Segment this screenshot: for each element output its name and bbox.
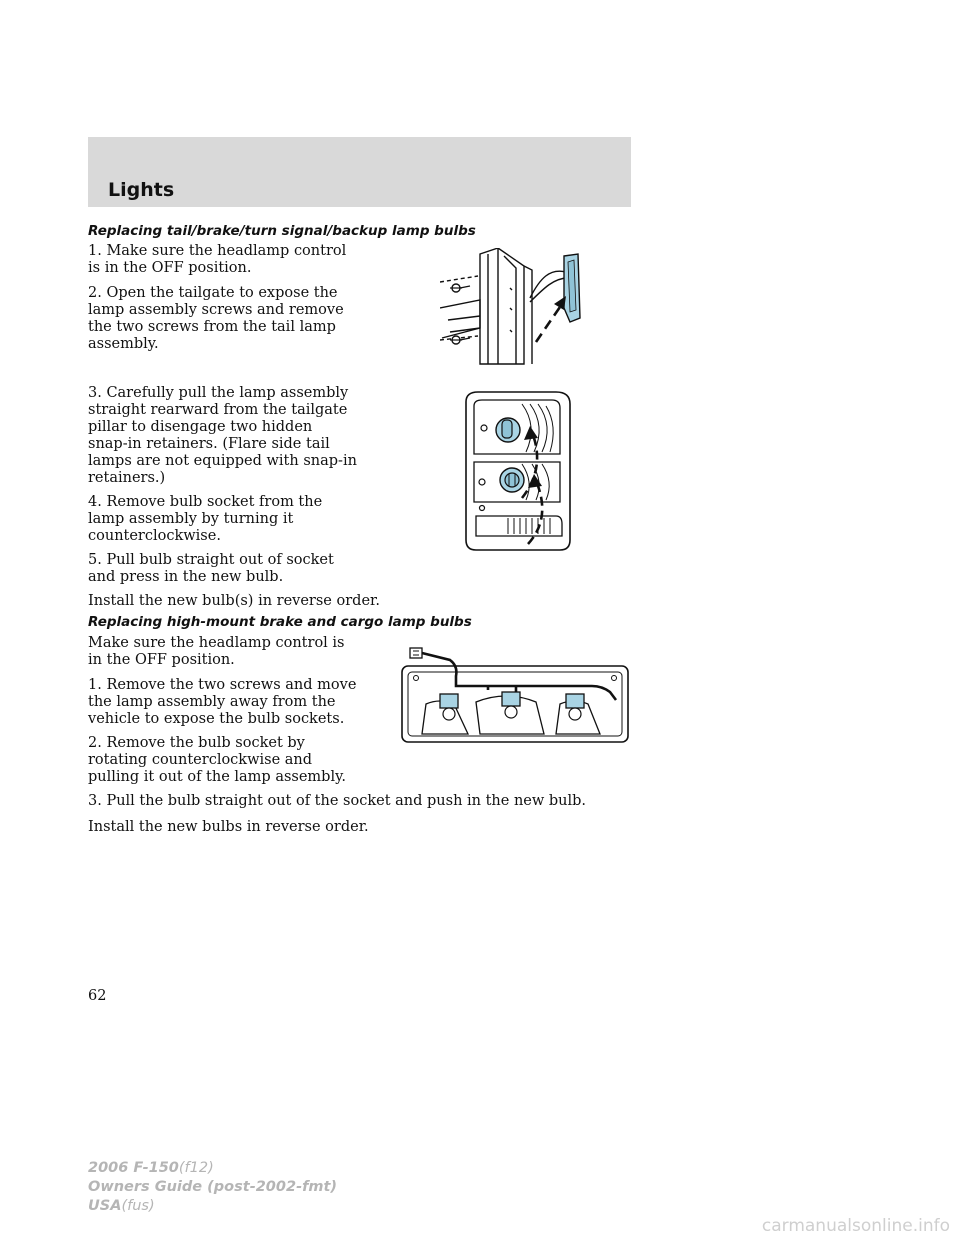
text-line: the lamp assembly away from the — [88, 694, 336, 710]
text-line: 4. Remove bulb socket from the — [88, 494, 323, 510]
text-line: vehicle to expose the bulb sockets. — [88, 711, 345, 727]
screw-icon — [450, 284, 470, 292]
tail-lamp-socket-figure — [460, 390, 575, 552]
text-line: 2. Remove the bulb socket by — [88, 735, 305, 751]
footer-line-1 — [88, 1159, 337, 1178]
section2-heading: Replacing high-mount brake and cargo lamp bulbs — [88, 614, 472, 630]
connector-icon — [410, 648, 422, 658]
text-line: lamp assembly by turning it — [88, 511, 294, 527]
text-line: 1. Make sure the headlamp control — [88, 243, 347, 259]
section-title: Lights — [108, 179, 175, 201]
text-line: counterclockwise. — [88, 528, 221, 544]
text-line: straight rearward from the tailgate — [88, 402, 348, 418]
footer-model: 2006 F-150 — [88, 1160, 179, 1176]
text-line: assembly. — [88, 336, 159, 352]
text-line: lamp assembly screws and remove — [88, 302, 344, 318]
text-line: the two screws from the tail lamp — [88, 319, 336, 335]
high-mount-lamp-figure — [396, 642, 634, 746]
text-line: pillar to disengage two hidden — [88, 419, 313, 435]
section1-closing: Install the new bulb(s) in reverse order. — [88, 593, 380, 609]
section-header-band — [88, 137, 631, 207]
page-number: 62 — [88, 988, 107, 1004]
text-line: pulling it out of the lamp assembly. — [88, 769, 346, 785]
screw-icon — [450, 336, 470, 344]
text-line: in the OFF position. — [88, 652, 235, 668]
footer-line-3 — [88, 1197, 337, 1216]
text-line: 5. Pull bulb straight out of socket — [88, 552, 334, 568]
text-line: and press in the new bulb. — [88, 569, 284, 585]
bulb-socket-icon — [496, 418, 520, 442]
text-line: is in the OFF position. — [88, 260, 252, 276]
text-line: 3. Carefully pull the lamp assembly — [88, 385, 349, 401]
footer-model-code: (f12) — [178, 1160, 214, 1176]
text-line: 2. Open the tailgate to expose the — [88, 285, 338, 301]
bulb-socket-icon — [500, 468, 524, 492]
arrow-icon — [536, 304, 562, 342]
text-line: retainers.) — [88, 470, 166, 486]
text-line: lamps are not equipped with snap-in — [88, 453, 357, 469]
footer-region-code: (fus) — [121, 1198, 155, 1214]
section2-step-3: 3. Pull the bulb straight out of the socket and push in the new bulb. — [88, 793, 587, 809]
section1-heading: Replacing tail/brake/turn signal/backup lamp bulbs — [88, 223, 476, 239]
text-line: Make sure the headlamp control is — [88, 635, 345, 651]
tail-lamp-removal-figure — [440, 248, 590, 366]
watermark: carmanualsonline.info — [761, 1216, 950, 1236]
document-footer — [88, 1159, 337, 1216]
text-line: rotating counterclockwise and — [88, 752, 313, 768]
section2-closing: Install the new bulbs in reverse order. — [88, 819, 369, 835]
text-line: 1. Remove the two screws and move — [88, 677, 357, 693]
footer-line-2: Owners Guide (post-2002-fmt) — [88, 1179, 338, 1195]
text-line: snap-in retainers. (Flare side tail — [88, 436, 330, 452]
footer-region: USA — [88, 1198, 122, 1214]
